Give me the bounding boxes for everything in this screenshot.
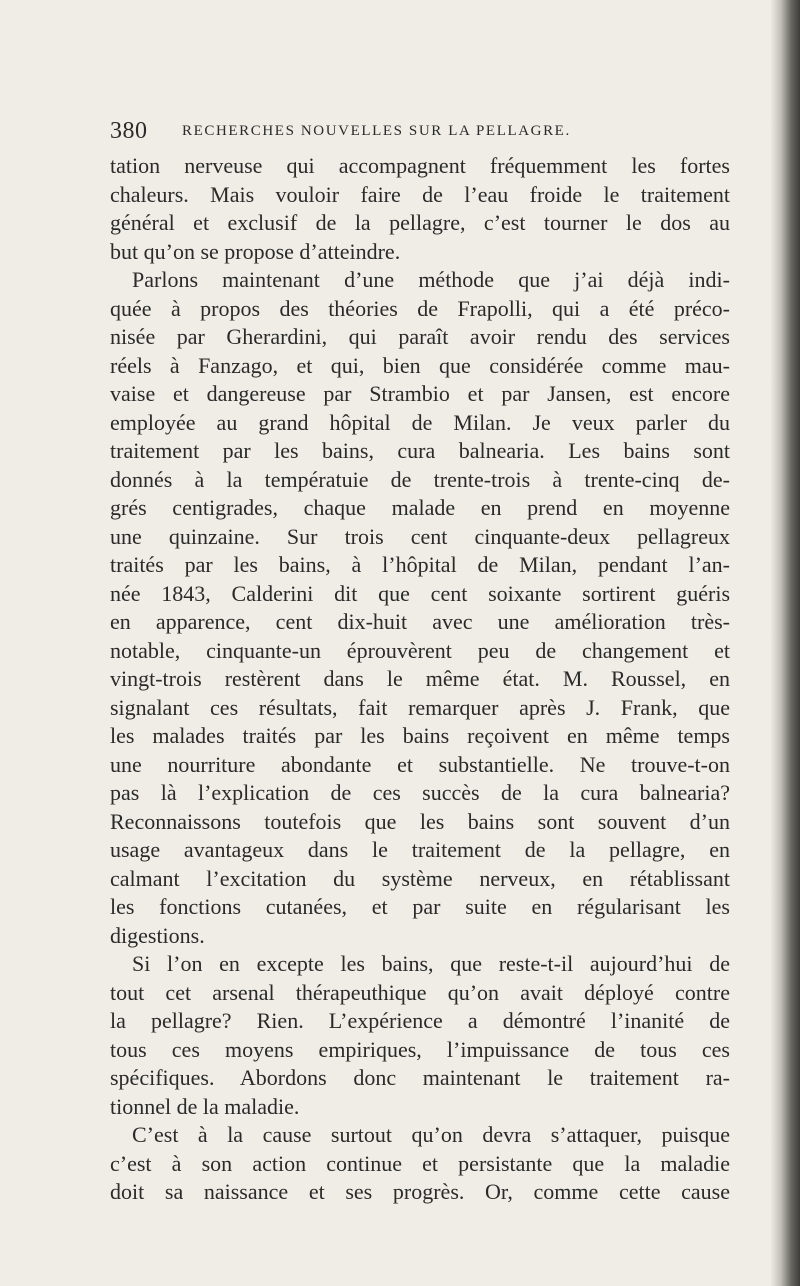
text-line: signalant ces résultats, fait remarquer après J. Frank, que	[110, 694, 730, 720]
running-title: RECHERCHES NOUVELLES SUR LA PELLAGRE.	[182, 123, 571, 139]
text-line: quée à propos des théories de Frapolli, qui a été préco-	[110, 295, 730, 321]
text-line: tation nerveuse qui accompagnent fréquemment les fortes	[110, 153, 730, 178]
text-line: pas là l’explication de ces succès de la cura balnearia?	[110, 780, 730, 805]
text-line: calmant l’excitation du système nerveux, en rétablissant	[110, 865, 730, 891]
text-line: C’est à la cause surtout qu’on devra s’attaquer, puisque	[132, 1122, 730, 1147]
body-text	[110, 152, 730, 1207]
text-line: traités par les bains, à l’hôpital de Milan, pendant l’an-	[110, 552, 730, 577]
text-line: notable, cinquante-un éprouvèrent peu de changement et	[110, 637, 730, 663]
text-line: vingt-trois restèrent dans le même état. M. Roussel, en	[110, 666, 730, 691]
running-head	[110, 118, 730, 148]
text-line: usage avantageux dans le traitement de la pellagre, en	[110, 837, 730, 862]
text-line: une nourriture abondante et substantielle. Ne trouve-t-on	[110, 751, 730, 777]
text-line: les fonctions cutanées, et par suite en régularisant les	[110, 894, 730, 919]
text-line: en apparence, cent dix-huit avec une amélioration très-	[110, 609, 730, 634]
text-line: but qu’on se propose d’atteindre.	[110, 238, 401, 264]
text-line: Si l’on en excepte les bains, que reste-t-il aujourd’hui de	[132, 951, 730, 976]
text-line: tout cet arsenal thérapeuthique qu’on avait déployé contre	[110, 979, 730, 1005]
text-line: c’est à son action continue et persistante que la maladie	[110, 1150, 730, 1176]
text-line: Reconnaissons toutefois que les bains sont souvent d’un	[110, 808, 730, 834]
text-line: donnés à la températuie de trente-trois à trente-cinq de-	[110, 466, 730, 492]
page-binding-edge	[770, 0, 800, 1286]
text-line: née 1843, Calderini dit que cent soixante sortirent guéris	[110, 580, 730, 606]
text-line: Parlons maintenant d’une méthode que j’ai déjà indi-	[132, 267, 730, 292]
text-line: réels à Fanzago, et qui, bien que considérée comme mau-	[110, 352, 730, 378]
text-line: la pellagre? Rien. L’expérience a démontré l’inanité de	[110, 1008, 730, 1033]
text-line: traitement par les bains, cura balnearia. Les bains sont	[110, 438, 730, 463]
text-line: digestions.	[110, 922, 205, 948]
text-line: une quinzaine. Sur trois cent cinquante-deux pellagreux	[110, 523, 730, 549]
text-line: tous ces moyens empiriques, l’impuissance de tous ces	[110, 1036, 730, 1062]
text-line: grés centigrades, chaque malade en prend en moyenne	[110, 495, 730, 520]
text-line: spécifiques. Abordons donc maintenant le traitement ra-	[110, 1065, 730, 1090]
text-line: vaise et dangereuse par Strambio et par Jansen, est encore	[110, 381, 730, 406]
text-line: chaleurs. Mais vouloir faire de l’eau froide le traitement	[110, 181, 730, 207]
text-line: général et exclusif de la pellagre, c’est tourner le dos au	[110, 210, 730, 235]
text-line: nisée par Gherardini, qui paraît avoir rendu des services	[110, 324, 730, 349]
text-line: tionnel de la maladie.	[110, 1093, 300, 1119]
page-number: 380	[110, 118, 148, 144]
text-line: employée au grand hôpital de Milan. Je veux parler du	[110, 409, 730, 435]
text-line: les malades traités par les bains reçoivent en même temps	[110, 723, 730, 748]
text-line: doit sa naissance et ses progrès. Or, comme cette cause	[110, 1179, 730, 1204]
